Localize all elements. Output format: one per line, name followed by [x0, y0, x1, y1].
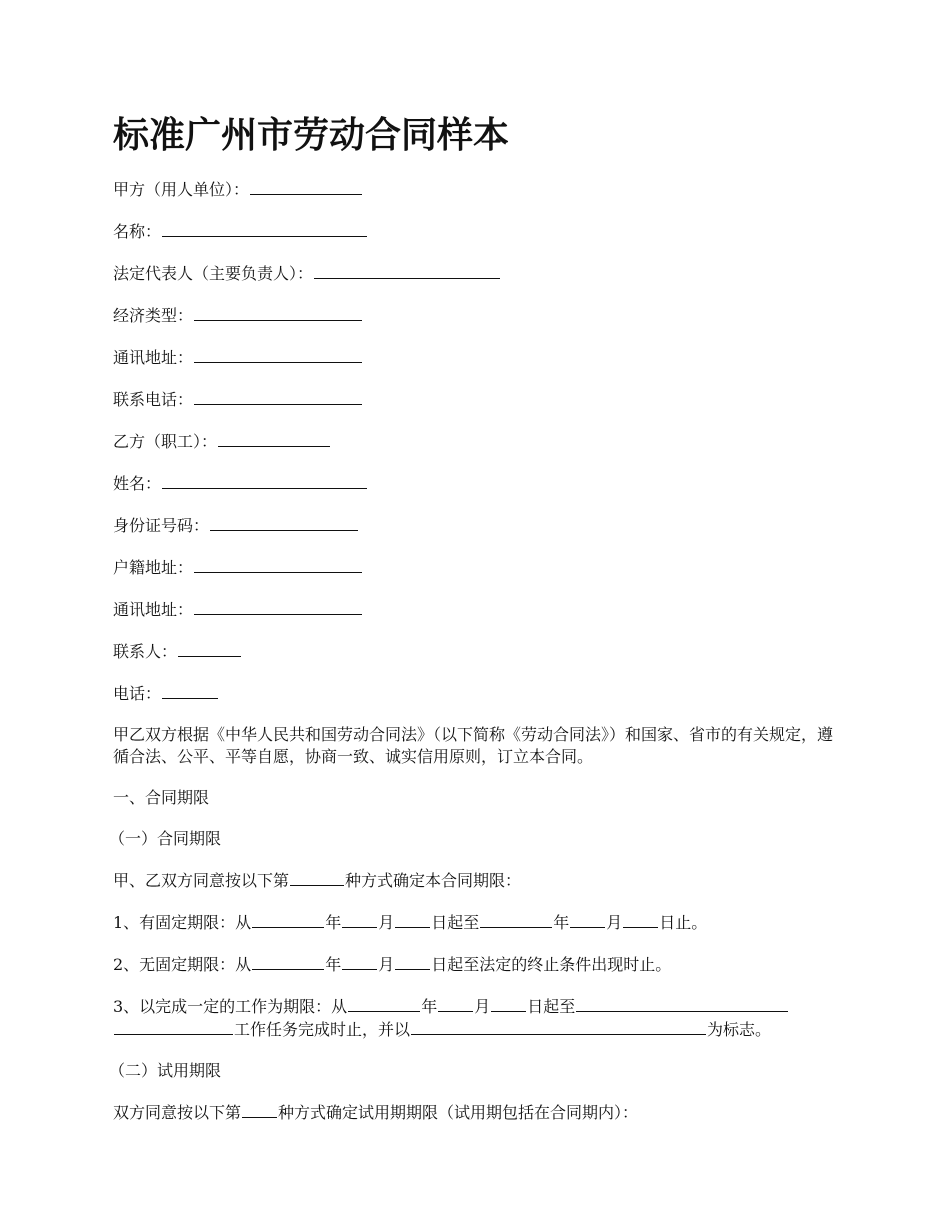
- option-2-year-label: 年: [325, 955, 342, 974]
- option-1-end-year-blank[interactable]: [480, 911, 552, 928]
- option-2-month-label: 月: [378, 955, 395, 974]
- phone-a-label: 联系电话：: [113, 390, 194, 409]
- legal-rep-blank[interactable]: [314, 262, 500, 279]
- option-3-sign-blank[interactable]: [411, 1018, 706, 1035]
- econ-type-label: 经济类型：: [113, 306, 194, 325]
- option-1-year2-label: 年: [553, 913, 570, 932]
- address-a-field: [113, 346, 843, 369]
- option-3-to-label: 日起至: [527, 997, 576, 1016]
- probation-intro-text-end: 种方式确定试用期期限（试用期包括在合同期内）：: [278, 1103, 639, 1122]
- phone-a-blank[interactable]: [194, 388, 362, 405]
- option-3-mid: 工作任务完成时止，并以: [234, 1020, 411, 1039]
- option-3-task-blank[interactable]: [576, 995, 788, 1012]
- option-2-month-blank[interactable]: [342, 953, 377, 970]
- address-b-label: 通讯地址：: [113, 600, 194, 619]
- option-3-year-blank[interactable]: [348, 995, 420, 1012]
- option-2-year-blank[interactable]: [252, 953, 324, 970]
- phone-b-label: 电话：: [113, 684, 162, 703]
- option-1-end-day-blank[interactable]: [623, 911, 658, 928]
- preamble-paragraph: 甲乙双方根据《中华人民共和国劳动合同法》（以下简称《劳动合同法》）和国家、省市的有关规定，遵循合法、公平、平等自愿，协商一致、诚实信用原则，订立本合同。: [113, 725, 834, 766]
- option-3-month-blank[interactable]: [438, 995, 473, 1012]
- id-no-field: [113, 514, 843, 537]
- household-blank[interactable]: [194, 556, 362, 573]
- household-label: 户籍地址：: [113, 558, 194, 577]
- probation-intro: [113, 1101, 843, 1124]
- econ-type-blank[interactable]: [194, 304, 362, 321]
- phone-b-field: [113, 682, 843, 705]
- term-intro-text: 甲、乙双方同意按以下第: [113, 871, 290, 890]
- option-1-to-label: 日起至: [431, 913, 480, 932]
- contact-blank[interactable]: [178, 640, 241, 657]
- party-a-field: [113, 178, 843, 201]
- option-2-day-blank[interactable]: [395, 953, 430, 970]
- name-b-label: 姓名：: [113, 474, 162, 493]
- term-option-1: [113, 911, 843, 934]
- term-option-3: [113, 995, 843, 1041]
- option-2-tail: 日起至法定的终止条件出现时止。: [431, 955, 672, 974]
- term-option-2: [113, 953, 843, 976]
- document-page: [109, 112, 843, 1143]
- probation-intro-text: 双方同意按以下第: [113, 1103, 242, 1122]
- term-intro-text-end: 种方式确定本合同期限：: [345, 871, 522, 890]
- address-b-blank[interactable]: [194, 598, 362, 615]
- term-intro: [113, 869, 843, 892]
- option-1-month-label: 月: [378, 913, 395, 932]
- option-3-label: 3、以完成一定的工作为期限：从: [113, 997, 348, 1016]
- probation-method-blank[interactable]: [242, 1101, 277, 1118]
- party-b-blank[interactable]: [218, 430, 330, 447]
- party-b-label: 乙方（职工）：: [113, 432, 218, 451]
- legal-rep-field: [113, 262, 843, 285]
- option-1-month2-label: 月: [606, 913, 623, 932]
- option-3-tail: 为标志。: [707, 1020, 772, 1039]
- id-no-label: 身份证号码：: [113, 516, 210, 535]
- name-b-field: [113, 472, 843, 495]
- subsection-heading-2: （二）试用期限: [109, 1061, 222, 1080]
- subsection-heading: （一）合同期限: [109, 829, 222, 848]
- option-1-year-label: 年: [325, 913, 342, 932]
- option-1-end-label: 日止。: [659, 913, 708, 932]
- option-3-day-blank[interactable]: [491, 995, 526, 1012]
- id-no-blank[interactable]: [210, 514, 358, 531]
- econ-type-field: [113, 304, 843, 327]
- phone-b-blank[interactable]: [162, 682, 218, 699]
- address-a-label: 通讯地址：: [113, 348, 194, 367]
- name-a-label: 名称：: [113, 222, 162, 241]
- party-a-label: 甲方（用人单位）：: [113, 180, 250, 199]
- option-3-year-label: 年: [421, 997, 438, 1016]
- party-a-blank[interactable]: [250, 178, 362, 195]
- option-3-task-blank-cont[interactable]: [114, 1018, 233, 1035]
- option-1-start-day-blank[interactable]: [395, 911, 430, 928]
- option-1-end-month-blank[interactable]: [570, 911, 605, 928]
- section-heading: 一、合同期限: [113, 788, 210, 807]
- name-b-blank[interactable]: [162, 472, 367, 489]
- option-1-start-year-blank[interactable]: [252, 911, 324, 928]
- household-field: [113, 556, 843, 579]
- option-2-label: 2、无固定期限：从: [113, 955, 252, 974]
- option-1-label: 1、有固定期限：从: [113, 913, 252, 932]
- contact-field: [113, 640, 843, 663]
- address-b-field: [113, 598, 843, 621]
- name-a-field: [113, 220, 843, 243]
- address-a-blank[interactable]: [194, 346, 362, 363]
- document-title: 标准广州市劳动合同样本: [113, 114, 510, 156]
- phone-a-field: [113, 388, 843, 411]
- party-b-field: [113, 430, 843, 453]
- option-3-month-label: 月: [474, 997, 491, 1016]
- contact-label: 联系人：: [113, 642, 178, 661]
- option-1-start-month-blank[interactable]: [342, 911, 377, 928]
- term-method-blank[interactable]: [290, 869, 344, 886]
- legal-rep-label: 法定代表人（主要负责人）：: [113, 264, 314, 283]
- name-a-blank[interactable]: [162, 220, 367, 237]
